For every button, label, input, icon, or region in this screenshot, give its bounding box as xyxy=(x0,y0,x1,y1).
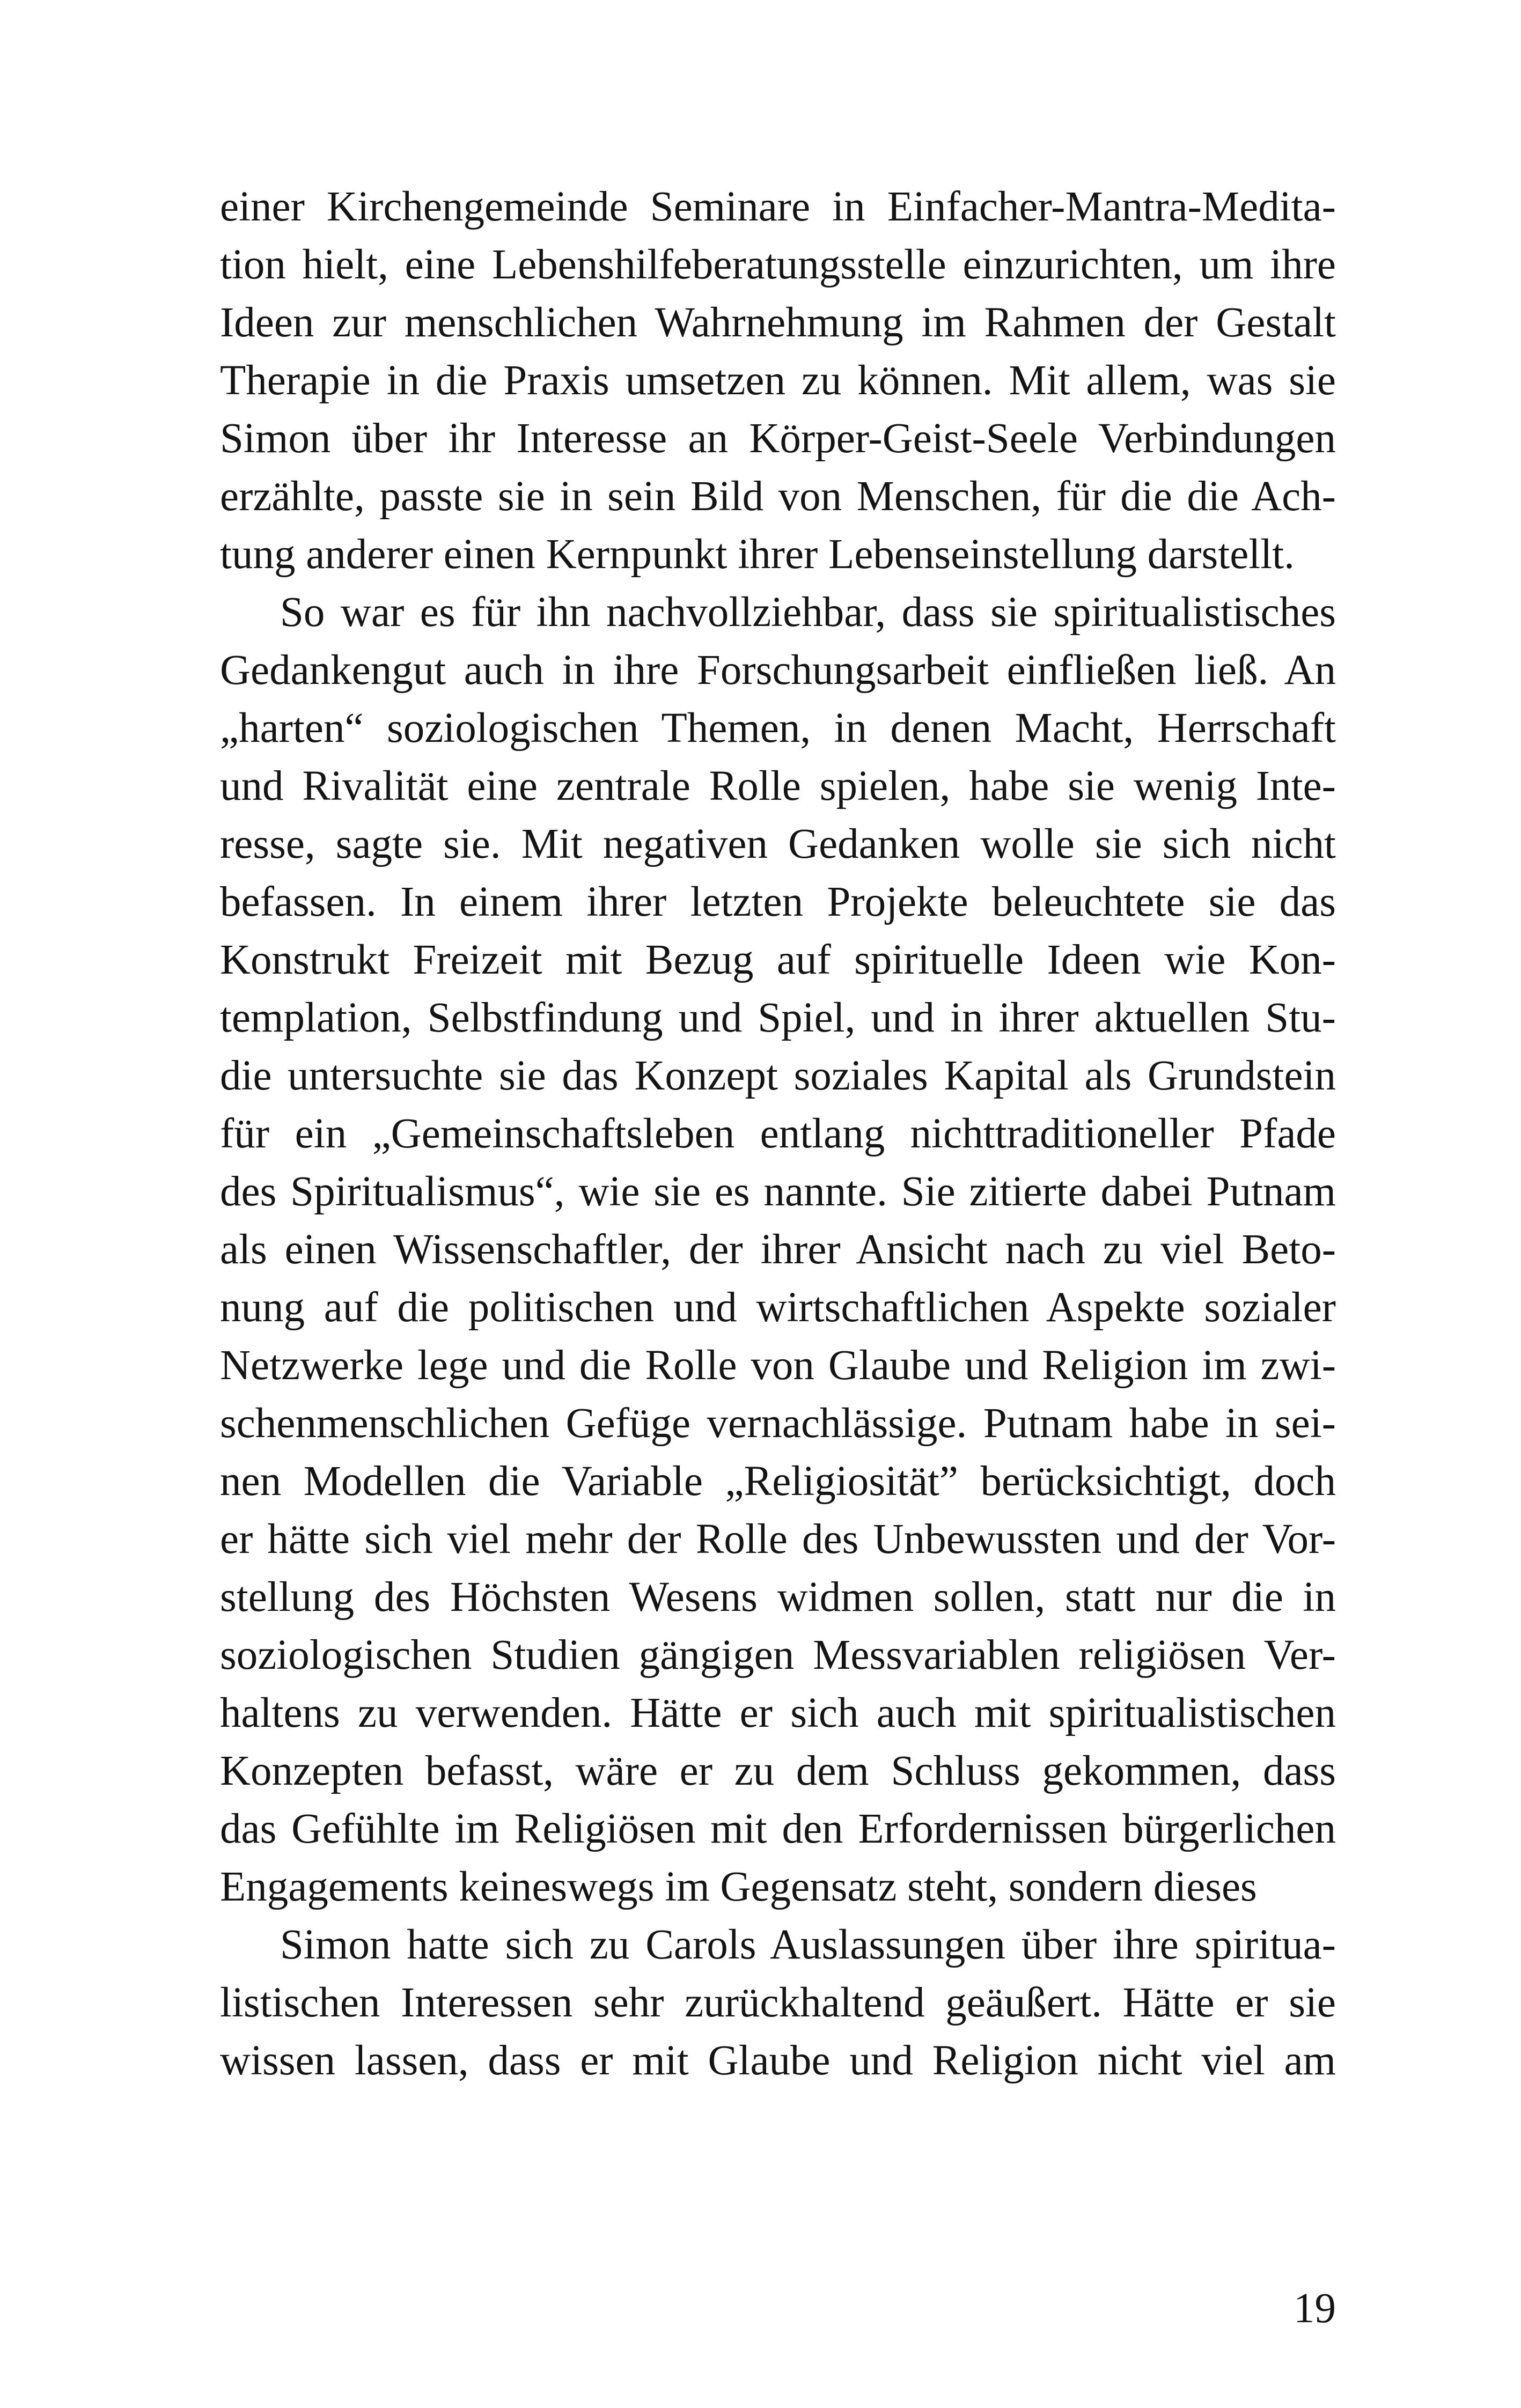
text-line: So war es für ihn nachvollziehbar, dass sie spiritualistisches xyxy=(280,589,1336,636)
paragraph-2 xyxy=(220,584,1336,1916)
text-line: schenmenschlichen Gefüge vernachlässige. Putnam habe in sei- xyxy=(220,1400,1336,1447)
text-line: templation, Selbstfindung und Spiel, und in ihrer aktuellen Stu- xyxy=(220,995,1336,1041)
text-line: Gedankengut auch in ihre Forschungsarbeit einfließen ließ. An xyxy=(220,647,1336,694)
text-line: resse, sagte sie. Mit negativen Gedanken wolle sie sich nicht xyxy=(220,821,1336,867)
paragraph-3 xyxy=(220,1916,1336,2090)
text-line: erzählte, passte sie in sein Bild von Menschen, für die die Ach- xyxy=(220,473,1336,520)
text-line: tung anderer einen Kernpunkt ihrer Lebenseinstellung darstellt. xyxy=(220,531,1295,578)
text-line: die untersuchte sie das Konzept soziales Kapital als Grundstein xyxy=(220,1052,1336,1099)
text-line: Ideen zur menschlichen Wahrnehmung im Rahmen der Gestalt xyxy=(220,299,1336,346)
text-line: Konstrukt Freizeit mit Bezug auf spirituelle Ideen wie Kon- xyxy=(220,937,1336,983)
text-line: und Rivalität eine zentrale Rolle spielen, habe sie wenig Inte- xyxy=(220,763,1336,809)
text-line: Therapie in die Praxis umsetzen zu können. Mit allem, was sie xyxy=(220,357,1336,404)
text-line: Simon über ihr Interesse an Körper-Geist-Seele Verbindungen xyxy=(220,415,1336,462)
text-line: als einen Wissenschaftler, der ihrer Ansicht nach zu viel Beto- xyxy=(220,1226,1336,1273)
text-line: wissen lassen, dass er mit Glaube und Religion nicht viel am xyxy=(220,2037,1336,2084)
text-line: nung auf die politischen und wirtschaftlichen Aspekte sozialer xyxy=(220,1284,1336,1331)
text-line: nen Modellen die Variable „Religiosität” berücksichtigt, doch xyxy=(220,1458,1336,1505)
text-line: Simon hatte sich zu Carols Auslassungen über ihre spiritua- xyxy=(280,1921,1336,1968)
text-line: Konzepten befasst, wäre er zu dem Schluss gekommen, dass xyxy=(220,1748,1336,1794)
text-line: „harten“ soziologischen Themen, in denen Macht, Herrschaft xyxy=(220,705,1336,752)
text-line: des Spiritualismus“, wie sie es nannte. Sie zitierte dabei Putnam xyxy=(220,1168,1336,1215)
page-number: 19 xyxy=(1294,2285,1336,2332)
text-line: haltens zu verwenden. Hätte er sich auch mit spiritualistischen xyxy=(220,1690,1336,1736)
text-line: tion hielt, eine Lebenshilfeberatungsstelle einzurichten, um ihre xyxy=(220,241,1336,288)
text-line: Netzwerke lege und die Rolle von Glaube und Religion im zwi- xyxy=(220,1342,1336,1389)
text-line: soziologischen Studien gängigen Messvariablen religiösen Ver- xyxy=(220,1632,1336,1678)
text-line: listischen Interessen sehr zurückhaltend geäußert. Hätte er sie xyxy=(220,1979,1336,2026)
text-line: für ein „Gemeinschaftsleben entlang nichttraditioneller Pfade xyxy=(220,1110,1336,1157)
text-line: er hätte sich viel mehr der Rolle des Unbewussten und der Vor- xyxy=(220,1516,1336,1563)
text-line: befassen. In einem ihrer letzten Projekte beleuchtete sie das xyxy=(220,879,1336,925)
text-line: Engagements keineswegs im Gegensatz steht, sondern dieses xyxy=(220,1864,1257,1910)
text-line: das Gefühlte im Religiösen mit den Erfordernissen bürgerlichen xyxy=(220,1806,1336,1852)
body-text xyxy=(220,178,1336,2090)
paragraph-1 xyxy=(220,178,1336,584)
text-line: einer Kirchengemeinde Seminare in Einfacher-Mantra-Medita- xyxy=(220,183,1336,230)
text-line: stellung des Höchsten Wesens widmen sollen, statt nur die in xyxy=(220,1574,1336,1621)
